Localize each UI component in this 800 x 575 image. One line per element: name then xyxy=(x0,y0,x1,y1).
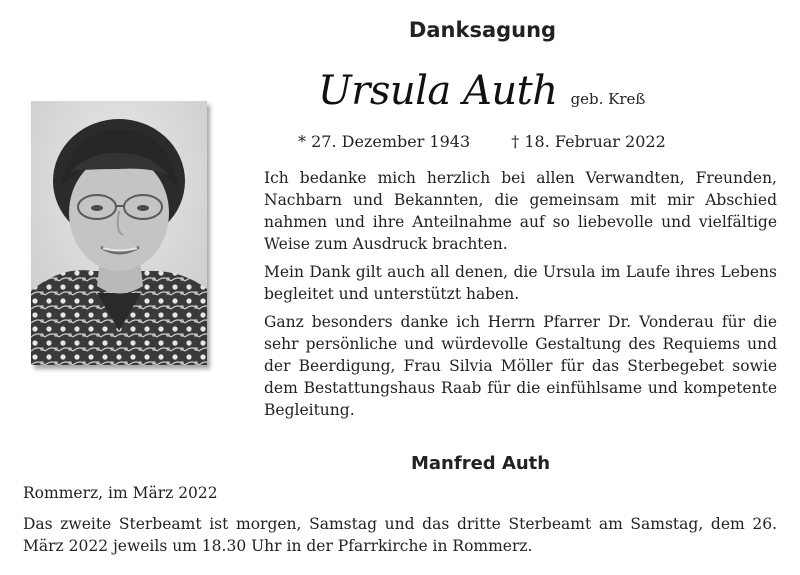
mass-notice: Das zweite Sterbeamt ist morgen, Samstag und das dritte Sterbeamt am Samstag, dem 26. März 2022 jeweils um 18.30 Uhr in der Pfarrkirche in Rommerz. xyxy=(23,515,777,555)
paragraph: Mein Dank gilt auch all denen, die Ursula im Laufe ihres Lebens begleitet und unterstützt haben. xyxy=(264,263,777,303)
life-dates xyxy=(298,132,666,151)
death-date: † 18. Februar 2022 xyxy=(511,132,666,151)
deceased-name: Ursula Auth xyxy=(318,68,558,114)
thank-you-text xyxy=(264,167,777,427)
birth-date: * 27. Dezember 1943 xyxy=(298,132,471,151)
place-date: Rommerz, im März 2022 xyxy=(23,484,218,502)
heading: Danksagung xyxy=(408,18,557,42)
paragraph: Ganz besonders danke ich Herrn Pfarrer Dr. Vonderau für die sehr persönliche und würdevolle Gestaltung des Requiems und der Beerdigung, Frau Silvia Möller für das Sterbegebet sowie dem Bestattungshaus Raab für die einfühlsame und kompetente Begleitung. xyxy=(264,313,777,419)
deceased-name-row xyxy=(318,68,645,114)
paragraph: Ich bedanke mich herzlich bei allen Verwandten, Freunden, Nachbarn und Bekannten, die gemeinsam mit mir Abschied nahmen und ihre Anteilnahme auf so liebevolle und vielfältige Weise zum Ausdruck brachten. xyxy=(264,169,777,253)
portrait-photo xyxy=(31,101,207,365)
portrait-photo-icon xyxy=(31,101,207,365)
signature: Manfred Auth xyxy=(411,453,551,474)
birth-name: geb. Kreß xyxy=(570,90,646,108)
